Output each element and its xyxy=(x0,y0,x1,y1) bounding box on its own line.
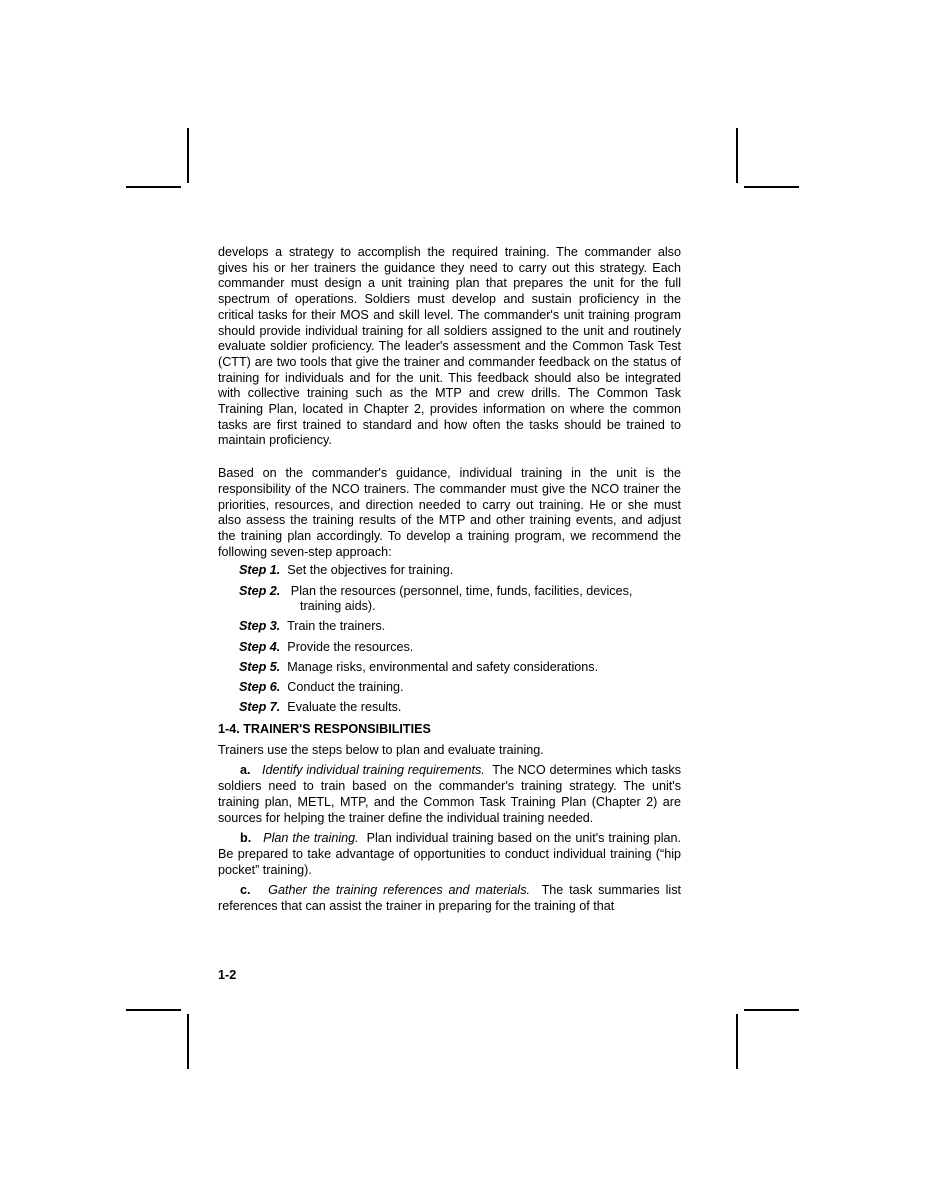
body-paragraph: Based on the commander's guidance, individual training in the unit is the responsibility of the NCO trainers. The commander must give the NCO trainer the priorities, resources, and direction needed to carry out training. He or she must also assess the training results of the MTP and other training events, and adjust the training plan accordingly. To develop a training program, we recommend the following seven-step approach: xyxy=(218,466,681,559)
step-label: Step 2. xyxy=(239,583,281,598)
step-item xyxy=(218,640,681,656)
step-label: Step 3. xyxy=(239,619,281,634)
step-text: Evaluate the results. xyxy=(287,700,402,715)
item-text: Plan individual training based on the unit's training plan. Be prepared to take advantage of opportunities to conduct individual training (“hip pocket” training). xyxy=(218,831,682,877)
step-label: Step 7. xyxy=(239,700,281,715)
step-item xyxy=(218,700,681,716)
responsibility-item xyxy=(218,831,681,878)
step-text: Conduct the training. xyxy=(287,680,404,695)
step-label: Step 4. xyxy=(239,639,281,654)
step-text: Train the trainers. xyxy=(287,619,386,634)
item-letter: b. xyxy=(240,831,252,846)
item-letter: a. xyxy=(240,763,251,778)
step-item xyxy=(218,563,681,579)
item-title: Gather the training references and materials. xyxy=(268,883,531,898)
crop-mark-top-right-vertical xyxy=(736,128,738,183)
crop-mark-top-left-horizontal xyxy=(126,186,181,188)
item-text: The NCO determines which tasks soldiers need to train based on the commander's training strategy. The unit's training plan, METL, MTP, and the Common Task Training Plan (Chapter 2) are sources for helping the trainer define the individual training needed. xyxy=(218,763,681,825)
item-title: Identify individual training requirements. xyxy=(261,763,485,778)
step-label: Step 1. xyxy=(239,563,281,578)
step-item xyxy=(218,680,681,696)
step-item xyxy=(218,660,681,676)
step-text-continuation: training aids). xyxy=(300,599,376,614)
crop-mark-top-left-vertical xyxy=(187,128,189,183)
section-intro: Trainers use the steps below to plan and evaluate training. xyxy=(218,742,544,757)
step-text: Set the objectives for training. xyxy=(287,563,454,578)
responsibility-item xyxy=(218,763,681,826)
step-text: Plan the resources (personnel, time, funds, facilities, devices, xyxy=(290,583,633,598)
responsibility-item xyxy=(218,883,681,914)
step-label: Step 5. xyxy=(239,659,281,674)
item-title: Plan the training. xyxy=(263,831,359,846)
crop-mark-bottom-right-horizontal xyxy=(744,1009,799,1011)
crop-mark-bottom-left-vertical xyxy=(187,1014,189,1069)
step-label: Step 6. xyxy=(239,680,281,695)
item-letter: c. xyxy=(240,883,251,898)
crop-mark-bottom-right-vertical xyxy=(736,1014,738,1069)
page-number: 1-2 xyxy=(218,968,237,982)
item-text: The task summaries list references that can assist the trainer in preparing for the training of that xyxy=(218,883,681,914)
crop-mark-top-right-horizontal xyxy=(744,186,799,188)
page-body xyxy=(218,245,681,920)
step-item xyxy=(218,619,681,635)
step-text: Manage risks, environmental and safety considerations. xyxy=(287,659,599,674)
section-heading: 1-4. TRAINER'S RESPONSIBILITIES xyxy=(218,721,431,736)
body-paragraph: develops a strategy to accomplish the required training. The commander also gives his or her trainers the guidance they need to carry out this strategy. Each commander must design a unit training plan that prepares the unit for the full spectrum of operations. Soldiers must develop and sustain proficiency in the critical tasks for their MOS and skill level. The commander's unit training program should provide individual training for all soldiers assigned to the unit and routinely evaluate soldier proficiency. The leader's assessment and the Common Task Test (CTT) are two tools that give the trainer and commander feedback on the status of training for individuals and for the unit. This feedback should also be integrated with collective training such as the MTP and crew drills. The Common Task Training Plan, located in Chapter 2, provides information on where the common tasks are first trained to standard and how often the tasks should be trained to maintain proficiency. xyxy=(218,245,681,448)
steps-list xyxy=(218,563,681,716)
step-text: Provide the resources. xyxy=(287,639,414,654)
crop-mark-bottom-left-horizontal xyxy=(126,1009,181,1011)
step-item xyxy=(218,584,681,615)
